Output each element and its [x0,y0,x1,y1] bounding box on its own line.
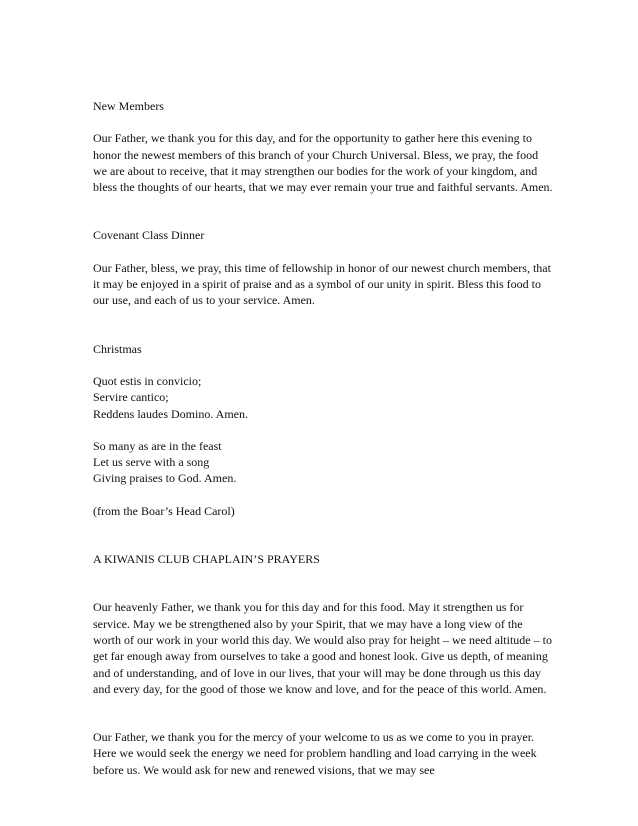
english-verse [93,438,553,487]
section-heading: A KIWANIS CLUB CHAPLAIN’S PRAYERS [93,552,320,567]
latin-verse [93,373,553,422]
verse-source: (from the Boar’s Head Carol) [93,503,235,518]
verse-line: Giving praises to God. Amen. [93,471,237,486]
spacer [93,713,553,729]
section-heading: Christmas [93,341,142,356]
section-christmas [93,341,553,519]
verse-line: So many as are in the feast [93,438,222,453]
section-kiwanis-prayers [93,551,553,778]
verse-line: Servire cantico; [93,390,169,405]
spacer [93,535,553,551]
section-heading: Covenant Class Dinner [93,228,205,243]
spacer [93,325,553,341]
prayer-text: Our Father, we thank you for this day, and for the opportunity to gather here this evening to honor the newest members of this branch of your Church Universal. Bless, we pray, the food we are about to receive, that it may strengthen our bodies for the work of your kingdom, and bless the thoughts of our hearts, that we may ever remain your true and faithful servants. Amen. [93,131,553,195]
verse-line: Reddens laudes Domino. Amen. [93,406,248,421]
prayer-text: Our Father, we thank you for the mercy of your welcome to us as we come to you in prayer. Here we would seek the energy we need for problem handling and load carrying in the week before us. We would ask for new and renewed visions, that we may see [93,730,537,777]
prayer-text: Our heavenly Father, we thank you for this day and for this food. May it strengthen us for service. May we be strengthened also by your Spirit, that we may have a long view of the worth of our work in your world this day. We would also pray for height – we need altitude – to get far enough away from ourselves to take a good and honest look. Give us depth, of meaning and of understanding, and of love in our lives, that your will may be done through us this day and every day, for the good of those we know and love, and for the peace of this world. Amen. [93,600,552,696]
document-page [93,98,553,794]
spacer [93,211,553,227]
section-heading: New Members [93,99,164,113]
verse-line: Quot estis in convicio; [93,373,202,388]
prayer-text: Our Father, bless, we pray, this time of fellowship in honor of our newest church members, that it may be enjoyed in a spirit of praise and as a symbol of our unity in spirit. Bless this food to our use, and each of us to your service. Amen. [93,260,551,308]
section-new-members [93,98,553,195]
spacer [93,583,553,599]
section-covenant-class-dinner [93,227,553,308]
verse-line: Let us serve with a song [93,455,210,470]
